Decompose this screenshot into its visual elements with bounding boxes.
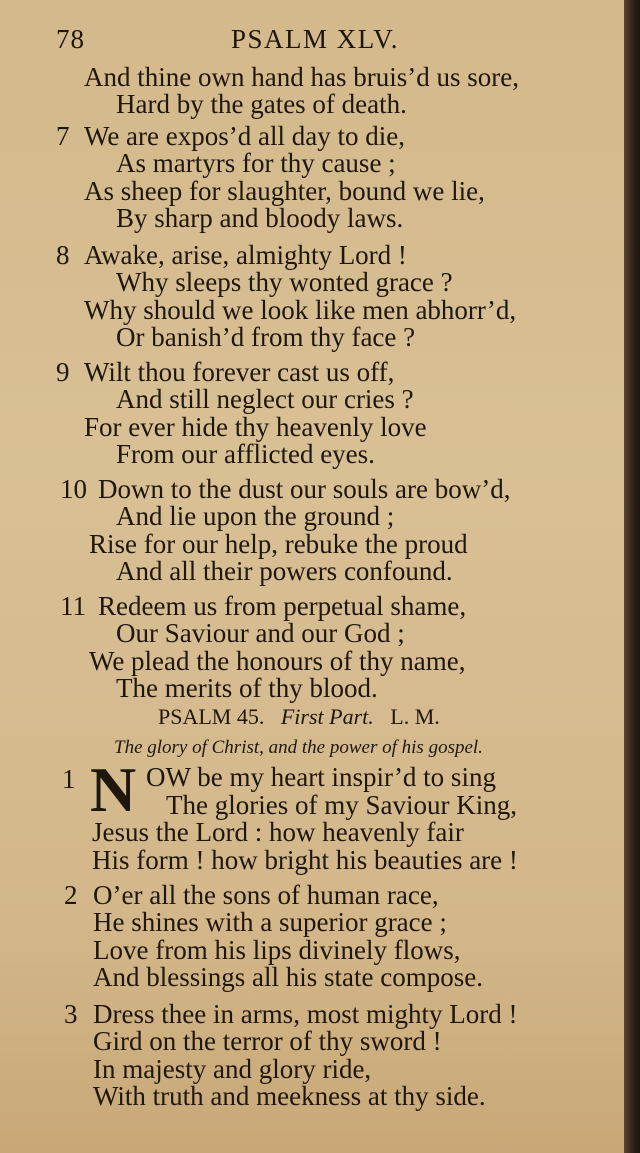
verse-line: The merits of thy blood. [116, 673, 378, 703]
stanza-number: 3 [64, 999, 78, 1029]
verse-line: We plead the honours of thy name, [89, 646, 466, 676]
page-edge [624, 0, 640, 1153]
verse-line: From our afflicted eyes. [116, 439, 375, 469]
verse-line: And still neglect our cries ? [116, 384, 414, 414]
verse-line: Our Saviour and our God ; [116, 618, 405, 648]
verse-line: His form ! how bright his beauties are ! [92, 845, 518, 875]
verse-line: Rise for our help, rebuke the proud [89, 529, 468, 559]
verse-line: O’er all the sons of human race, [93, 880, 439, 910]
verse-line: OW be my heart inspir’d to sing [146, 762, 496, 792]
verse-line: And thine own hand has bruis’d us sore, [84, 62, 519, 92]
verse-line: Down to the dust our souls are bow’d, [98, 474, 511, 504]
verse-line: And lie upon the ground ; [116, 501, 395, 531]
stanza-number: 10 [60, 474, 87, 504]
running-title: PSALM XLV. [231, 24, 400, 54]
verse-line: Love from his lips divinely flows, [93, 935, 461, 965]
verse-line: Why should we look like men abhorr’d, [84, 295, 517, 325]
verse-line: Why sleeps thy wonted grace ? [116, 267, 453, 297]
stanza-number: 8 [56, 240, 70, 270]
verse-line: Redeem us from perpetual shame, [98, 591, 467, 621]
verse-line: Dress thee in arms, most mighty Lord ! [93, 999, 518, 1029]
psalm-heading [158, 704, 440, 730]
psalm-part: First Part. [280, 704, 374, 729]
stanza-number: 2 [64, 880, 78, 910]
verse-line: We are expos’d all day to die, [84, 121, 405, 151]
verse-line: The glories of my Saviour King, [166, 790, 517, 820]
drop-cap: N [90, 754, 137, 825]
verse-line: With truth and meekness at thy side. [93, 1081, 486, 1111]
verse-line: Jesus the Lord : how heavenly fair [92, 817, 464, 847]
verse-line: And blessings all his state compose. [93, 962, 483, 992]
verse-line: In majesty and glory ride, [93, 1054, 372, 1084]
stanza-number: 1 [62, 764, 76, 794]
verse-line: He shines with a superior grace ; [93, 907, 447, 937]
page-number: 78 [56, 24, 85, 54]
verse-line: Gird on the terror of thy sword ! [93, 1026, 442, 1056]
stanza-number: 9 [56, 357, 70, 387]
verse-line: Wilt thou forever cast us off, [84, 357, 395, 387]
psalm-subtitle: The glory of Christ, and the power of his gospel. [114, 737, 483, 758]
psalm-title: PSALM 45. [158, 704, 265, 729]
verse-line: Or banish’d from thy face ? [116, 322, 416, 352]
verse-line: For ever hide thy heavenly love [84, 412, 427, 442]
verse-line: Hard by the gates of death. [116, 89, 407, 119]
psalm-meter: L. M. [390, 704, 440, 729]
page-header [0, 24, 624, 64]
stanza-number: 7 [56, 121, 70, 151]
verse-line: As sheep for slaughter, bound we lie, [84, 176, 485, 206]
verse-line: By sharp and bloody laws. [116, 203, 404, 233]
verse-line: As martyrs for thy cause ; [116, 148, 396, 178]
stanza-number: 11 [60, 591, 86, 621]
verse-line: And all their powers confound. [116, 556, 453, 586]
verse-line: Awake, arise, almighty Lord ! [84, 240, 407, 270]
